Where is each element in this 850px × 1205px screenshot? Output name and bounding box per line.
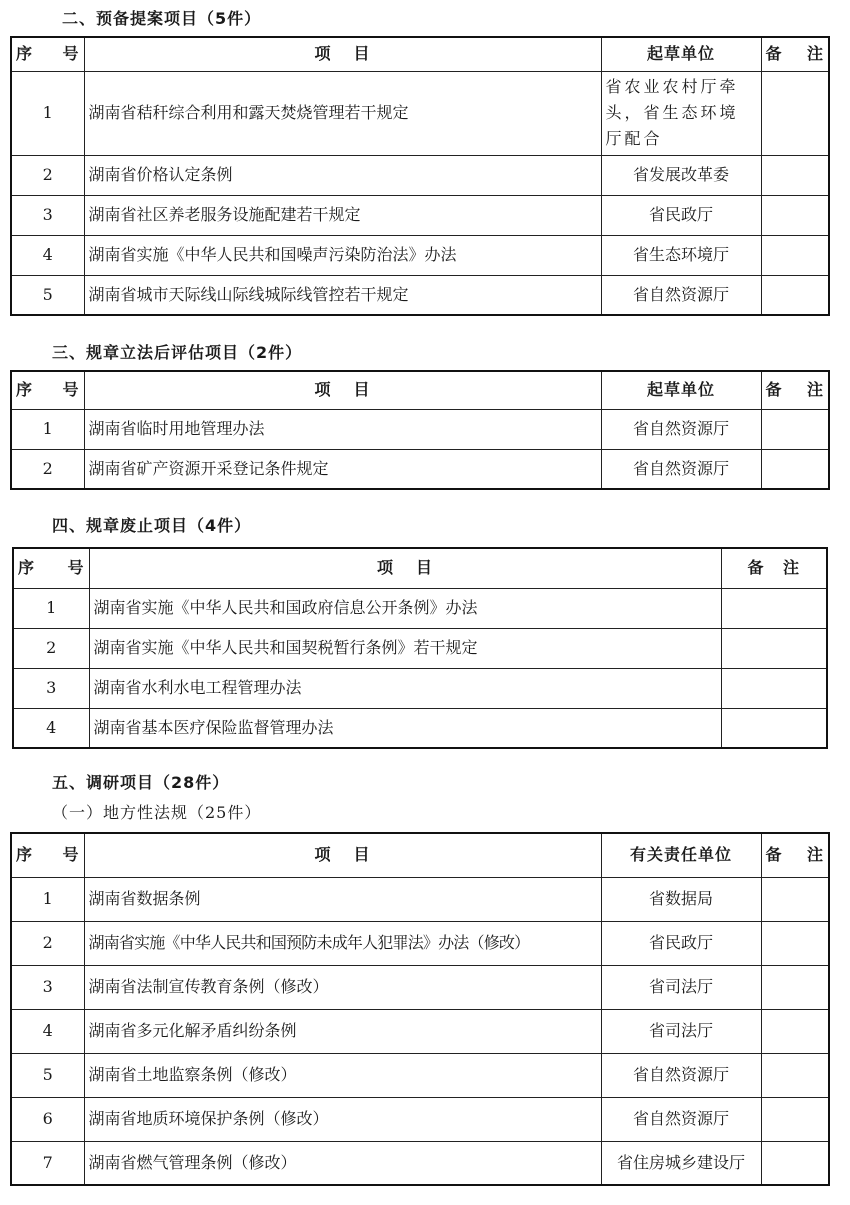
row-unit: 省民政厅 bbox=[601, 195, 761, 235]
table-row bbox=[11, 1009, 829, 1053]
row-item: 湖南省土地监察条例（修改） bbox=[84, 1053, 601, 1097]
row-item: 湖南省矿产资源开采登记条件规定 bbox=[84, 449, 601, 489]
row-item: 湖南省临时用地管理办法 bbox=[84, 409, 601, 449]
row-no: 1 bbox=[11, 409, 84, 449]
row-no: 4 bbox=[11, 235, 84, 275]
header-no: 序 号 bbox=[11, 833, 84, 877]
row-item: 湖南省社区养老服务设施配建若干规定 bbox=[84, 195, 601, 235]
row-note bbox=[761, 1009, 829, 1053]
row-unit: 省自然资源厅 bbox=[601, 1097, 761, 1141]
table-row bbox=[11, 1141, 829, 1185]
row-no: 1 bbox=[11, 877, 84, 921]
row-unit: 省自然资源厅 bbox=[601, 409, 761, 449]
row-item: 湖南省秸秆综合利用和露天焚烧管理若干规定 bbox=[84, 71, 601, 155]
table-row bbox=[11, 409, 829, 449]
row-note bbox=[761, 877, 829, 921]
row-note bbox=[761, 965, 829, 1009]
row-no: 4 bbox=[11, 1009, 84, 1053]
row-no: 2 bbox=[11, 921, 84, 965]
table-row bbox=[11, 965, 829, 1009]
row-unit: 省农业农村厅牵头，省生态环境厅配合 bbox=[601, 71, 761, 155]
table-row bbox=[13, 668, 827, 708]
row-note bbox=[761, 275, 829, 315]
section-title: 三、规章立法后评估项目（2件） bbox=[52, 343, 303, 362]
header-note: 备 注 bbox=[761, 371, 829, 409]
row-item: 湖南省实施《中华人民共和国预防未成年人犯罪法》办法（修改） bbox=[84, 921, 601, 965]
row-no: 3 bbox=[13, 668, 89, 708]
evaluation-table bbox=[10, 370, 830, 490]
row-unit: 省民政厅 bbox=[601, 921, 761, 965]
row-unit: 省数据局 bbox=[601, 877, 761, 921]
table-header-row bbox=[13, 548, 827, 588]
row-item: 湖南省地质环境保护条例（修改） bbox=[84, 1097, 601, 1141]
table-row bbox=[11, 235, 829, 275]
row-note bbox=[761, 1053, 829, 1097]
repeal-table bbox=[12, 547, 828, 749]
row-unit: 省发展改革委 bbox=[601, 155, 761, 195]
row-unit: 省司法厅 bbox=[601, 1009, 761, 1053]
row-unit: 省自然资源厅 bbox=[601, 1053, 761, 1097]
table-header-row bbox=[11, 37, 829, 71]
row-no: 4 bbox=[13, 708, 89, 748]
row-note bbox=[761, 921, 829, 965]
row-unit: 省生态环境厅 bbox=[601, 235, 761, 275]
row-item: 湖南省城市天际线山际线城际线管控若干规定 bbox=[84, 275, 601, 315]
header-note: 备 注 bbox=[761, 37, 829, 71]
row-item: 湖南省水利水电工程管理办法 bbox=[89, 668, 721, 708]
proposal-table bbox=[10, 36, 830, 316]
row-item: 湖南省实施《中华人民共和国契税暂行条例》若干规定 bbox=[89, 628, 721, 668]
row-item: 湖南省基本医疗保险监督管理办法 bbox=[89, 708, 721, 748]
row-item: 湖南省实施《中华人民共和国政府信息公开条例》办法 bbox=[89, 588, 721, 628]
row-note bbox=[761, 1097, 829, 1141]
section-subtitle: （一）地方性法规（25件） bbox=[52, 803, 262, 822]
header-note: 备 注 bbox=[761, 833, 829, 877]
header-drafting-unit: 起草单位 bbox=[601, 37, 761, 71]
header-drafting-unit: 起草单位 bbox=[601, 371, 761, 409]
row-no: 1 bbox=[13, 588, 89, 628]
table-row bbox=[11, 275, 829, 315]
row-no: 6 bbox=[11, 1097, 84, 1141]
row-item: 湖南省实施《中华人民共和国噪声污染防治法》办法 bbox=[84, 235, 601, 275]
row-no: 3 bbox=[11, 195, 84, 235]
header-no: 序 号 bbox=[13, 548, 89, 588]
header-no: 序 号 bbox=[11, 37, 84, 71]
row-unit: 省住房城乡建设厅 bbox=[601, 1141, 761, 1185]
row-no: 1 bbox=[11, 71, 84, 155]
row-item: 湖南省法制宣传教育条例（修改） bbox=[84, 965, 601, 1009]
row-unit: 省自然资源厅 bbox=[601, 275, 761, 315]
header-item: 项 目 bbox=[84, 833, 601, 877]
table-row bbox=[11, 449, 829, 489]
row-note bbox=[721, 668, 827, 708]
row-no: 5 bbox=[11, 1053, 84, 1097]
row-note bbox=[761, 235, 829, 275]
row-note bbox=[761, 449, 829, 489]
header-item: 项 目 bbox=[84, 37, 601, 71]
row-note bbox=[721, 588, 827, 628]
row-item: 湖南省多元化解矛盾纠纷条例 bbox=[84, 1009, 601, 1053]
row-no: 7 bbox=[11, 1141, 84, 1185]
table-row bbox=[11, 1097, 829, 1141]
row-no: 5 bbox=[11, 275, 84, 315]
table-row bbox=[11, 1053, 829, 1097]
header-no: 序 号 bbox=[11, 371, 84, 409]
header-responsible-unit: 有关责任单位 bbox=[601, 833, 761, 877]
row-note bbox=[721, 628, 827, 668]
header-item: 项 目 bbox=[89, 548, 721, 588]
table-row bbox=[13, 588, 827, 628]
row-note bbox=[761, 195, 829, 235]
row-item: 湖南省数据条例 bbox=[84, 877, 601, 921]
row-no: 2 bbox=[13, 628, 89, 668]
row-unit: 省司法厅 bbox=[601, 965, 761, 1009]
table-header-row bbox=[11, 371, 829, 409]
row-unit: 省自然资源厅 bbox=[601, 449, 761, 489]
table-row bbox=[11, 921, 829, 965]
row-note bbox=[721, 708, 827, 748]
row-note bbox=[761, 71, 829, 155]
table-header-row bbox=[11, 833, 829, 877]
table-row bbox=[11, 877, 829, 921]
header-item: 项 目 bbox=[84, 371, 601, 409]
row-note bbox=[761, 409, 829, 449]
header-note: 备 注 bbox=[721, 548, 827, 588]
research-table bbox=[10, 832, 830, 1186]
section-title: 四、规章废止项目（4件） bbox=[52, 516, 252, 535]
row-note bbox=[761, 1141, 829, 1185]
row-no: 2 bbox=[11, 155, 84, 195]
table-row bbox=[13, 628, 827, 668]
table-row bbox=[11, 155, 829, 195]
table-row bbox=[11, 195, 829, 235]
section-title: 二、预备提案项目（5件） bbox=[62, 9, 262, 28]
table-row bbox=[13, 708, 827, 748]
row-no: 3 bbox=[11, 965, 84, 1009]
row-note bbox=[761, 155, 829, 195]
row-no: 2 bbox=[11, 449, 84, 489]
row-item: 湖南省价格认定条例 bbox=[84, 155, 601, 195]
row-item: 湖南省燃气管理条例（修改） bbox=[84, 1141, 601, 1185]
table-row bbox=[11, 71, 829, 155]
section-title: 五、调研项目（28件） bbox=[52, 773, 230, 792]
